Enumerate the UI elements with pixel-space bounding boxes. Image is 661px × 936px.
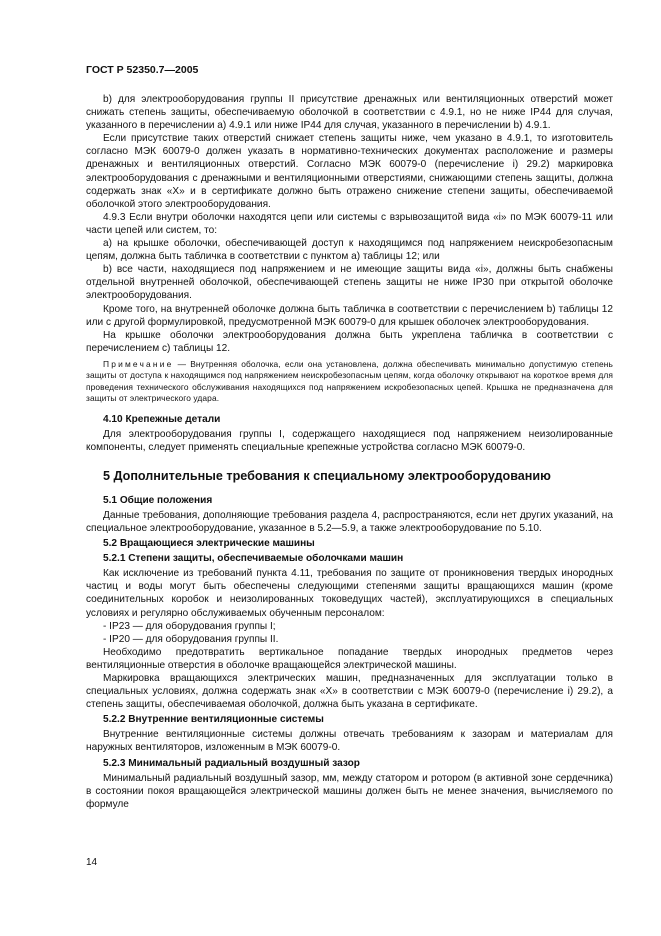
note (86, 359, 613, 405)
section-heading-5-2-2: 5.2.2 Внутренние вентиляционные системы (103, 714, 324, 726)
section-heading-5-2-3: 5.2.3 Минимальный радиальный воздушный зазор (103, 757, 360, 769)
paragraph: а) на крышке оболочки, обеспечивающей доступ к находящимся под напряжением неискробезопасным цепям, должна быть табличка в соответствии с пунктом а) таблицы 12; или (86, 238, 613, 263)
paragraph: Маркировка вращающихся электрических машин, предназначенных для эксплуатации только в специальных условиях, должна содержать знак «X» в соответствии с МЭК 60079-0 (перечисление i) 29.2), а степень защиты, обеспечиваемая оболочкой, должна быть указана в сертификате. (86, 673, 613, 711)
paragraph: Кроме того, на внутренней оболочке должна быть табличка в соответствии с перечислением b) таблицы 12 или с другой формулировкой, предусмотренной МЭК 60079-0 для крышек оболочек электрооборудования. (86, 303, 613, 328)
paragraph: b) для электрооборудования группы II присутствие дренажных или вентиляционных отверстий может снижать степень защиты, обеспечиваемую оболочкой в соответствии с 4.9.1, но не ниже IP44 для случая, указанного в перечислении a) 4.9.1 или ниже IP44 для случая, указанного в перечислении b) 4.9.1. (86, 94, 613, 132)
section-heading-5-2: 5.2 Вращающиеся электрические машины (103, 538, 315, 550)
list-item: - IP23 — для оборудования группы I; (103, 620, 276, 632)
paragraph: Минимальный радиальный воздушный зазор, мм, между статором и ротором (в активной зоне сердечника) в состоянии покоя вращающейся электрической машины должен быть не менее значения, вычисляемого по формуле (86, 772, 613, 810)
note-label: Примечание (103, 358, 174, 369)
paragraph: Необходимо предотвратить вертикальное попадание твердых инородных предметов через вентиляционные отверстия в оболочке вращающейся электрической машины. (86, 646, 613, 671)
paragraph: Если присутствие таких отверстий снижает степень защиты ниже, чем указано в 4.9.1, то изготовитель согласно МЭК 60079-0 должен указать в нормативно-технических документах расположение и размеры дренажных и вентиляционных отверстий. Согласно МЭК 60079-0 (перечисление i) 29.2) маркировка электрооборудования с дренажными и вентиляционными отверстиями, снижающими степень защиты, должна содержать знак «X» и в сертификате должно быть отражено снижение степени защиты, обеспечиваемой оболочкой этого электрооборудования. (86, 133, 613, 210)
section-heading-5: 5 Дополнительные требования к специальному электрооборудованию (103, 468, 551, 483)
document-header: ГОСТ Р 52350.7—2005 (86, 64, 199, 76)
page-number: 14 (86, 857, 98, 868)
paragraph: На крышке оболочки электрооборудования должна быть укреплена табличка в соответствии с перечислением с) таблицы 12. (86, 329, 613, 354)
section-heading-5-2-1: 5.2.1 Степени защиты, обеспечиваемые оболочками машин (103, 553, 404, 565)
paragraph: Данные требования, дополняющие требования раздела 4, распространяются, если нет других указаний, на специальное электрооборудование, указанное в 5.2—5.9, а также электрооборудование по 5.10. (86, 509, 613, 534)
paragraph: Как исключение из требований пункта 4.11, требования по защите от проникновения твердых инородных частиц и воды могут быть обеспечены следующими степенями защиты вращающихся машин (кроме соединительных коробок и неизолированных токоведущих частей), эксплуатирующихся в специальных условиях и регулярно обслуживаемых обученным персоналом: (86, 568, 613, 619)
document-body (86, 93, 613, 811)
note-text: — Внутренняя оболочка, если она установлена, должна обеспечивать минимально допустимую степень защиты от доступа к находящимся под напряжением неискробезопасным цепям, когда оболочку открывают на короткое время для проведения технического обслуживания находящихся под напряжением искробезопасных цепей. Крышка не предназначена для защиты от электрического удара. (86, 358, 613, 404)
paragraph: b) все части, находящиеся под напряжением и не имеющие защиты вида «i», должны быть снабжены отдельной внутренней оболочкой, обеспечивающей степень защиты не ниже IP30 при открытой оболочке электрооборудования. (86, 264, 613, 302)
section-heading-5-1: 5.1 Общие положения (103, 494, 213, 506)
section-heading-4-10: 4.10 Крепежные детали (103, 413, 221, 425)
paragraph: 4.9.3 Если внутри оболочки находятся цепи или системы с взрывозащитой вида «i» по МЭК 60079-11 или части цепей или систем, то: (86, 211, 613, 236)
list-item: - IP20 — для оборудования группы II. (103, 633, 279, 645)
paragraph: Для электрооборудования группы I, содержащего находящиеся под напряжением неизолированные компоненты, следует применять специальные крепежные устройства согласно МЭК 60079-0. (86, 428, 613, 453)
paragraph: Внутренние вентиляционные системы должны отвечать требованиям к зазорам и материалам для наружных вентиляторов, изложенным в МЭК 60079-0. (86, 729, 613, 754)
